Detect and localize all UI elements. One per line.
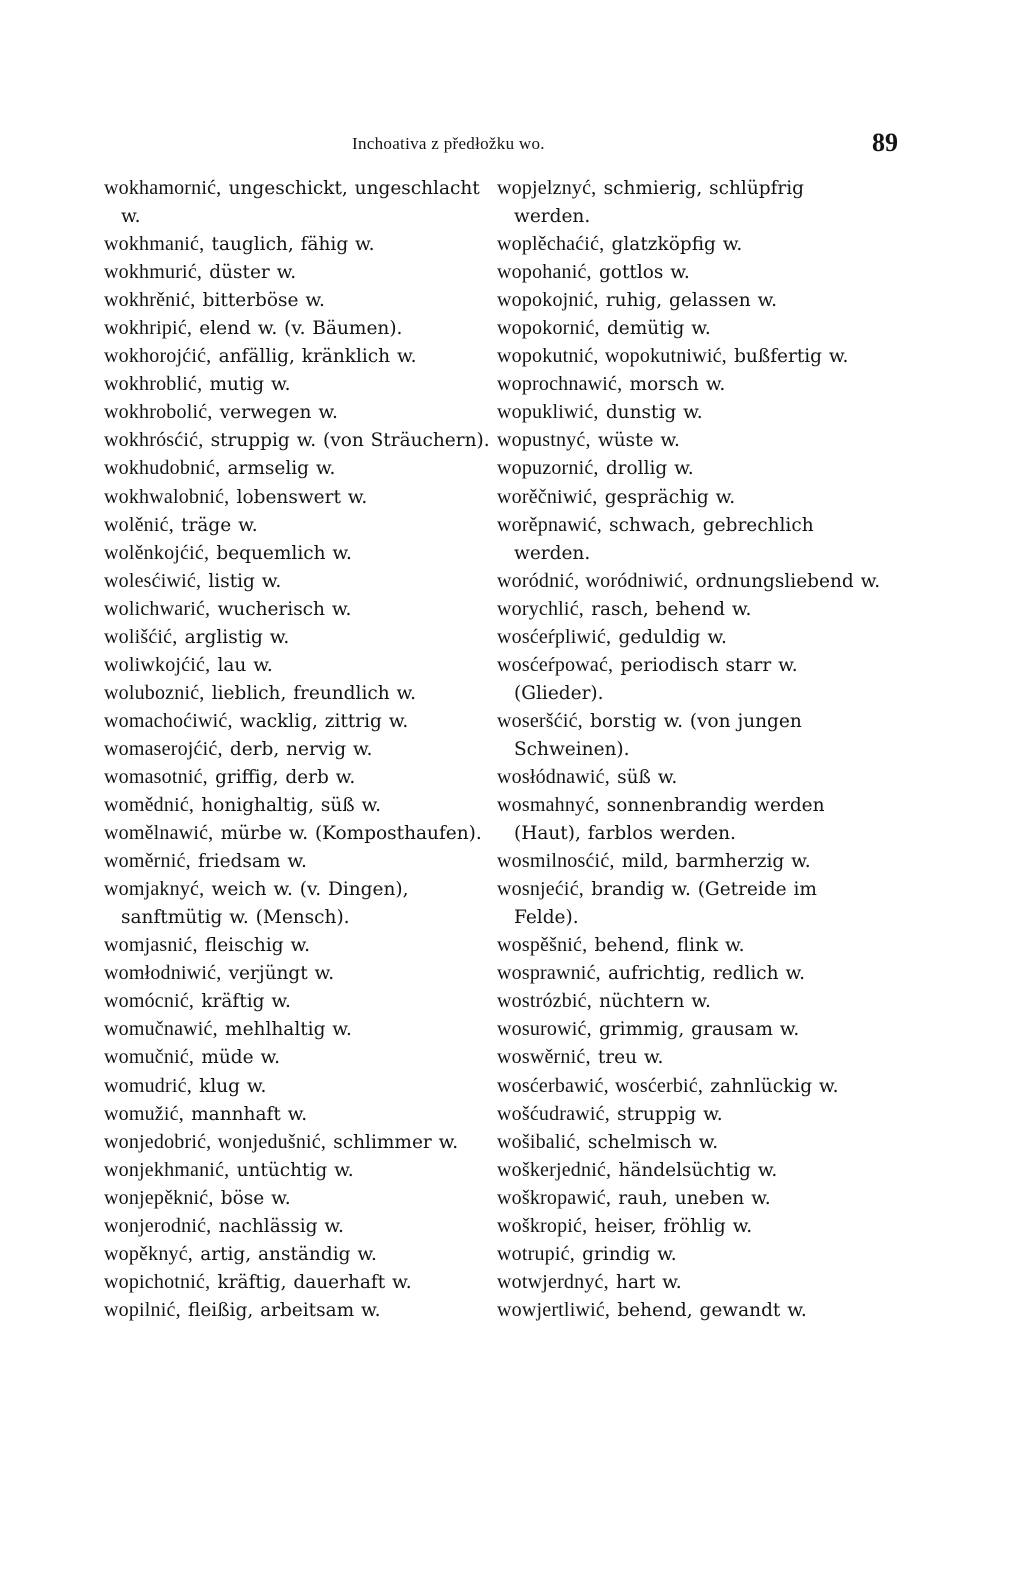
entry-headword: wokhrósćić,: [104, 429, 204, 452]
entry-headword: womědnić,: [104, 794, 195, 817]
dictionary-entry: [497, 483, 883, 511]
dictionary-entry: [497, 174, 883, 230]
entry-headword: womjaknyć,: [104, 878, 205, 901]
entry-gloss: fleischig w.: [204, 935, 310, 957]
entry-gloss: nüchtern w.: [599, 991, 711, 1013]
entry-gloss: mehlhaltig w.: [225, 1019, 352, 1041]
dictionary-entry: [104, 707, 490, 735]
entry-headword: wošibalić,: [497, 1130, 581, 1153]
entry-headword: woškropawić,: [497, 1186, 612, 1209]
entry-headword: womachoćiwić,: [104, 709, 233, 732]
entry-gloss: schelmisch w.: [587, 1131, 719, 1153]
entry-gloss: zahnlückig w.: [710, 1075, 839, 1097]
entry-headword: wosćerbawić, wosćerbić,: [497, 1074, 704, 1097]
dictionary-entry: [104, 454, 490, 482]
entry-gloss: arglistig w.: [184, 626, 290, 648]
entry-headword: wolěnić,: [104, 513, 174, 536]
entry-gloss: träge w.: [181, 514, 258, 536]
entry-headword: wosłódnawić,: [497, 765, 610, 788]
entry-headword: woplěchaćić,: [497, 233, 605, 256]
entry-gloss: klug w.: [199, 1075, 267, 1097]
dictionary-entry: [104, 286, 490, 314]
dictionary-entry: [104, 314, 490, 342]
entry-headword: womělnawić,: [104, 822, 214, 845]
entry-headword: wotwjerdnyć,: [497, 1270, 609, 1293]
entry-headword: wopokornić,: [497, 317, 600, 340]
entry-headword: woměrnić,: [104, 850, 191, 873]
entry-gloss: anfällig, kränklich w.: [218, 346, 417, 368]
entry-gloss: süß w.: [617, 766, 678, 788]
entry-headword: wošćudrawić,: [497, 1102, 610, 1125]
entry-headword: wowjertliwić,: [497, 1298, 611, 1321]
dictionary-entry: [497, 1156, 883, 1184]
entry-headword: wokhmanić,: [104, 233, 205, 256]
entry-headword: wonjerodnić,: [104, 1214, 212, 1237]
dictionary-entry: [104, 1156, 490, 1184]
dictionary-entry: [497, 1072, 883, 1100]
entry-headword: womužić,: [104, 1102, 184, 1125]
entry-headword: wotrupić,: [497, 1242, 575, 1265]
entry-gloss: glatzköpfig w.: [611, 234, 743, 256]
entry-headword: wonjekhmanić,: [104, 1158, 230, 1181]
entry-headword: worěčniwić,: [497, 485, 598, 508]
entry-headword: woškerjednić,: [497, 1158, 612, 1181]
dictionary-entry: [497, 707, 883, 763]
dictionary-entry: [497, 286, 883, 314]
entry-gloss: müde w.: [201, 1047, 280, 1069]
entry-gloss: aufrichtig, redlich w.: [608, 963, 805, 985]
dictionary-entry: [497, 987, 883, 1015]
page-number: 89: [872, 128, 898, 157]
entry-headword: wokhrěnić,: [104, 289, 196, 312]
dictionary-entry: [104, 931, 490, 959]
entry-headword: wolěnkojćić,: [104, 541, 210, 564]
dictionary-entry: [104, 426, 490, 454]
entry-headword: wopichotnić,: [104, 1270, 211, 1293]
entry-gloss: verwegen w.: [219, 402, 338, 424]
entry-gloss: geduldig w.: [618, 626, 727, 648]
left-column: [104, 174, 490, 1324]
entry-gloss: honighaltig, süß w.: [201, 795, 382, 817]
entry-gloss: lobenswert w.: [236, 486, 368, 508]
entry-gloss: kräftig, dauerhaft w.: [217, 1271, 412, 1293]
entry-headword: wospěšnić,: [497, 934, 588, 957]
dictionary-entry: [497, 342, 883, 370]
dictionary-entry: [104, 567, 490, 595]
dictionary-entry: [497, 398, 883, 426]
dictionary-entry: [497, 314, 883, 342]
entry-gloss: behend, flink w.: [594, 935, 745, 957]
entry-headword: womjasnić,: [104, 934, 198, 957]
entry-gloss: bußfertig w.: [734, 346, 849, 368]
entry-headword: womučnawić,: [104, 1018, 218, 1041]
dictionary-entry: [104, 1128, 490, 1156]
entry-gloss: behend, gewandt w.: [617, 1299, 807, 1321]
dictionary-entry: [104, 1015, 490, 1043]
entry-gloss: ruhig, gelassen w.: [605, 290, 778, 312]
dictionary-entry: [104, 174, 490, 230]
entry-headword: wonjepěknić,: [104, 1186, 214, 1209]
entry-gloss: armselig w.: [227, 458, 336, 480]
dictionary-entry: [497, 791, 883, 847]
entry-gloss: wacklig, zittrig w.: [239, 710, 409, 732]
dictionary-entry: [497, 454, 883, 482]
entry-gloss: struppig w. (von Sträuchern).: [210, 430, 490, 452]
entry-gloss: grimmig, grausam w.: [598, 1019, 800, 1041]
entry-headword: wosurowić,: [497, 1018, 592, 1041]
entry-headword: wokhripić,: [104, 317, 193, 340]
dictionary-entry: [104, 511, 490, 539]
entry-headword: wopěknyć,: [104, 1242, 193, 1265]
dictionary-entry: [104, 847, 490, 875]
entry-gloss: morsch w.: [629, 374, 726, 396]
entry-gloss: wucherisch w.: [217, 598, 352, 620]
entry-headword: wokhwalobnić,: [104, 485, 230, 508]
dictionary-entry: [497, 1184, 883, 1212]
entry-gloss: bitterböse w.: [202, 290, 325, 312]
entry-gloss: grindig w.: [582, 1243, 677, 1265]
dictionary-entry: [497, 1043, 883, 1071]
dictionary-entry: [104, 1043, 490, 1071]
entry-gloss: rauh, uneben w.: [618, 1187, 771, 1209]
entry-gloss: mürbe w. (Komposthaufen).: [220, 823, 482, 845]
entry-gloss: sonnenbrandig werden (Haut), farblos werden.: [514, 795, 825, 845]
entry-headword: wokhorojćić,: [104, 345, 212, 368]
entry-gloss: elend w. (v. Bäumen).: [199, 318, 403, 340]
dictionary-entry: [497, 1212, 883, 1240]
dictionary-entry: [497, 931, 883, 959]
dictionary-entry: [104, 679, 490, 707]
dictionary-entry: [104, 875, 490, 931]
entry-gloss: wüste w.: [597, 430, 680, 452]
entry-gloss: tauglich, fähig w.: [211, 234, 375, 256]
dictionary-entry: [104, 987, 490, 1015]
entry-gloss: lau w.: [217, 654, 273, 676]
entry-gloss: hart w.: [616, 1271, 682, 1293]
entry-gloss: treu w.: [597, 1047, 664, 1069]
entry-gloss: periodisch starr w. (Glieder).: [514, 654, 798, 704]
entry-gloss: demütig w.: [606, 318, 711, 340]
entry-headword: wopukliwić,: [497, 401, 599, 424]
entry-headword: womócnić,: [104, 990, 195, 1013]
entry-gloss: verjüngt w.: [228, 963, 335, 985]
dictionary-entry: [497, 1240, 883, 1268]
entry-gloss: borstig w. (von jungen Schweinen).: [514, 710, 802, 760]
entry-gloss: schmierig, schlüpfrig werden.: [514, 178, 805, 228]
entry-headword: woškropić,: [497, 1214, 588, 1237]
entry-headword: worěpnawić,: [497, 513, 602, 536]
entry-gloss: derb, nervig w.: [229, 738, 373, 760]
dictionary-entry: [497, 623, 883, 651]
entry-headword: woswěrnić,: [497, 1046, 591, 1069]
entry-gloss: kräftig w.: [201, 991, 291, 1013]
dictionary-entry: [497, 1015, 883, 1043]
entry-headword: wosprawnić,: [497, 962, 601, 985]
entry-headword: wokhamornić,: [104, 177, 222, 199]
entry-gloss: untüchtig w.: [236, 1159, 354, 1181]
dictionary-entry: [497, 847, 883, 875]
dictionary-entry: [104, 539, 490, 567]
entry-headword: womudrić,: [104, 1074, 192, 1097]
dictionary-entry: [104, 819, 490, 847]
entry-gloss: weich w. (v. Dingen), sanftmütig w. (Mensch).: [121, 879, 409, 929]
entry-gloss: gottlos w.: [598, 262, 690, 284]
dictionary-entry: [497, 875, 883, 931]
entry-headword: womłodniwić,: [104, 962, 222, 985]
entry-headword: womasotnić,: [104, 765, 208, 788]
entry-gloss: griffig, derb w.: [215, 766, 356, 788]
dictionary-entry: [497, 230, 883, 258]
dictionary-entry: [104, 342, 490, 370]
entry-headword: wokhrobolić,: [104, 401, 213, 424]
dictionary-entry: [104, 258, 490, 286]
right-column: [497, 174, 883, 1324]
entry-headword: wopokojnić,: [497, 289, 599, 312]
entry-gloss: struppig w.: [617, 1103, 723, 1125]
running-title: Inchoativa z předłožku wo.: [352, 134, 545, 153]
dictionary-entry: [497, 511, 883, 567]
entry-gloss: schwach, gebrechlich werden.: [514, 514, 814, 564]
entry-gloss: listig w.: [208, 570, 282, 592]
entry-headword: wokhroblić,: [104, 373, 203, 396]
entry-gloss: gesprächig w.: [604, 486, 736, 508]
page-header: [0, 128, 1024, 168]
entry-gloss: rasch, behend w.: [591, 598, 752, 620]
entry-headword: wopustnyć,: [497, 429, 591, 452]
dictionary-entry: [497, 1100, 883, 1128]
entry-headword: wosnjećić,: [497, 878, 584, 901]
entry-headword: wokhudobnić,: [104, 457, 221, 480]
dictionary-entry: [497, 651, 883, 707]
dictionary-entry: [497, 959, 883, 987]
entry-headword: wokhmurić,: [104, 261, 203, 284]
entry-headword: worychlić,: [497, 597, 584, 620]
entry-headword: woródnić, woródniwić,: [497, 569, 689, 592]
entry-headword: womučnić,: [104, 1046, 195, 1069]
dictionary-entry: [104, 595, 490, 623]
entry-headword: wostrózbić,: [497, 990, 592, 1013]
dictionary-entry: [497, 1128, 883, 1156]
entry-headword: wolesćiwić,: [104, 569, 202, 592]
dictionary-entry: [104, 1296, 490, 1324]
entry-headword: woseršćić,: [497, 709, 583, 732]
dictionary-entry: [104, 230, 490, 258]
entry-headword: wonjedobrić, wonjedušnić,: [104, 1130, 327, 1153]
entry-gloss: mannhaft w.: [191, 1103, 308, 1125]
dictionary-entry: [497, 370, 883, 398]
entry-headword: wosćeŕpować,: [497, 653, 614, 676]
entry-headword: wolichwarić,: [104, 597, 211, 620]
entry-headword: woliwkojćić,: [104, 653, 211, 676]
entry-headword: womaserojćić,: [104, 737, 223, 760]
entry-gloss: händelsüchtig w.: [618, 1159, 778, 1181]
dictionary-entry: [104, 959, 490, 987]
dictionary-entry: [497, 258, 883, 286]
entry-gloss: heiser, fröhlig w.: [594, 1215, 753, 1237]
entry-headword: wolišćić,: [104, 625, 178, 648]
dictionary-entry: [497, 567, 883, 595]
entry-headword: woprochnawić,: [497, 373, 623, 396]
dictionary-entry: [104, 623, 490, 651]
entry-headword: wosćeŕpliwić,: [497, 625, 612, 648]
entry-headword: wopilnić,: [104, 1298, 181, 1321]
dictionary-entry: [104, 735, 490, 763]
entry-gloss: dunstig w.: [605, 402, 703, 424]
dictionary-entry: [104, 398, 490, 426]
entry-headword: wopokutnić, wopokutniwić,: [497, 345, 727, 368]
entry-headword: wopuzornić,: [497, 457, 599, 480]
entry-headword: woluboznić,: [104, 681, 205, 704]
dictionary-entry: [104, 651, 490, 679]
entry-headword: wosmilnosćić,: [497, 850, 615, 873]
entry-gloss: nachlässig w.: [218, 1215, 344, 1237]
entry-headword: wopohanić,: [497, 261, 592, 284]
entry-gloss: schlimmer w.: [333, 1131, 459, 1153]
dictionary-entry: [104, 1184, 490, 1212]
entry-gloss: lieblich, freundlich w.: [211, 682, 417, 704]
entry-gloss: mild, barmherzig w.: [621, 851, 811, 873]
dictionary-entry: [497, 763, 883, 791]
entry-gloss: düster w.: [209, 262, 297, 284]
entry-gloss: drollig w.: [605, 458, 694, 480]
entry-gloss: bequemlich w.: [216, 542, 352, 564]
dictionary-entry: [104, 763, 490, 791]
entry-gloss: artig, anständig w.: [200, 1243, 377, 1265]
dictionary-entry: [104, 1072, 490, 1100]
entry-gloss: mutig w.: [209, 374, 291, 396]
dictionary-entry: [497, 1296, 883, 1324]
dictionary-entry: [497, 426, 883, 454]
dictionary-entry: [104, 483, 490, 511]
entry-gloss: böse w.: [220, 1187, 291, 1209]
entry-gloss: fleißig, arbeitsam w.: [188, 1299, 381, 1321]
dictionary-entry: [104, 791, 490, 819]
dictionary-entry: [104, 1268, 490, 1296]
entry-headword: wopjelznyć,: [497, 177, 597, 199]
entry-gloss: ordnungsliebend w.: [695, 570, 881, 592]
dictionary-entry: [104, 1240, 490, 1268]
dictionary-entry: [497, 1268, 883, 1296]
entry-gloss: ungeschickt, ungeschlacht w.: [121, 178, 480, 228]
entry-gloss: brandig w. (Getreide im Felde).: [514, 879, 817, 929]
dictionary-entry: [104, 1100, 490, 1128]
entry-gloss: friedsam w.: [197, 851, 307, 873]
entry-headword: wosmahnyć,: [497, 794, 600, 817]
dictionary-entry: [497, 595, 883, 623]
dictionary-entry: [104, 370, 490, 398]
dictionary-entry: [104, 1212, 490, 1240]
